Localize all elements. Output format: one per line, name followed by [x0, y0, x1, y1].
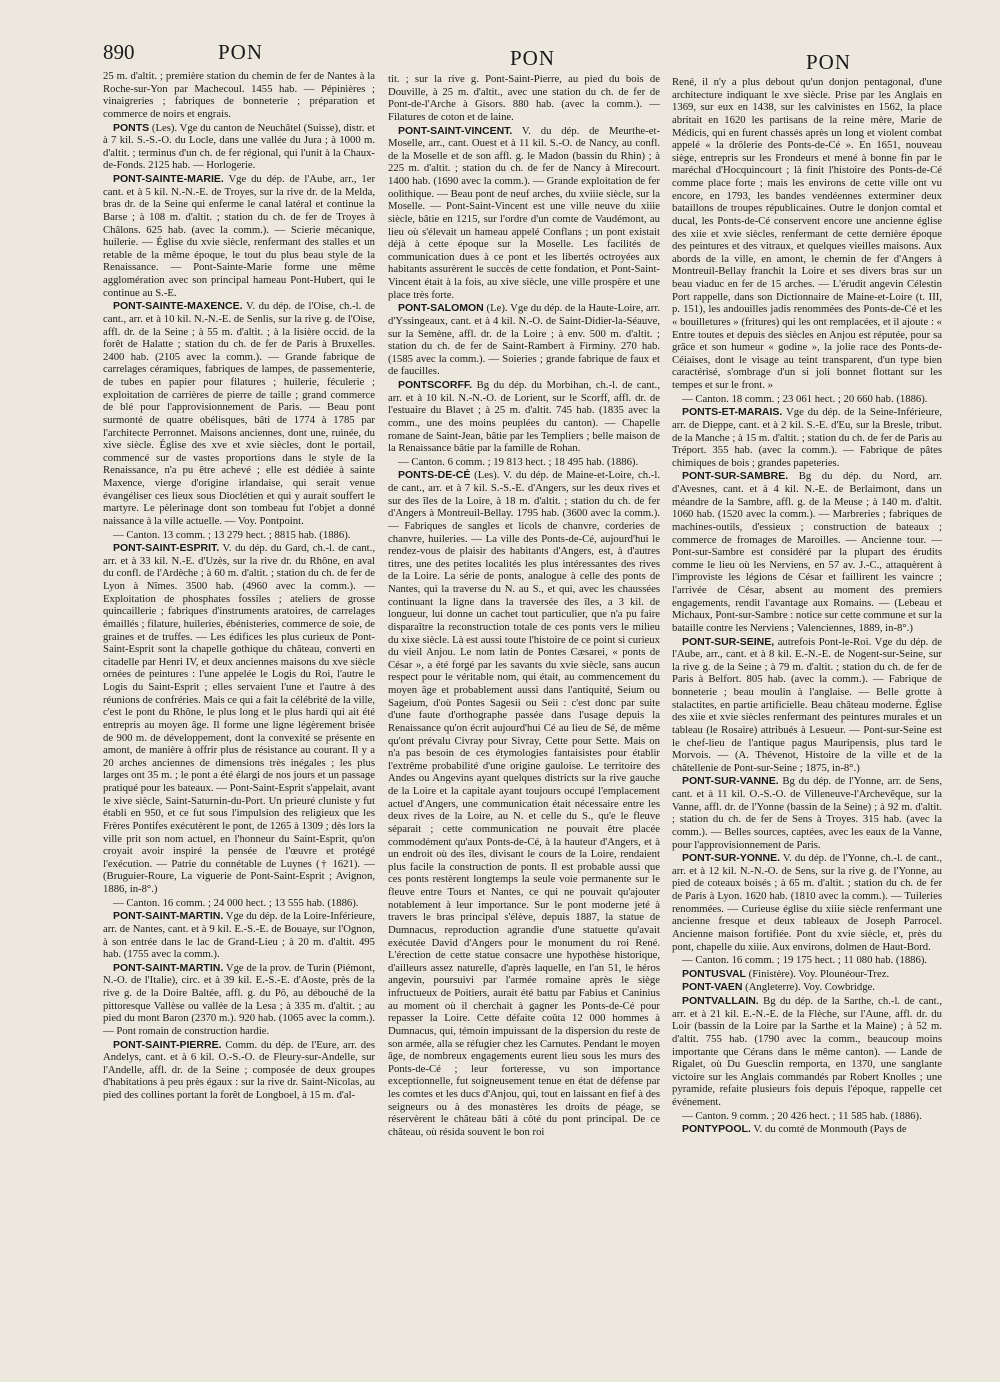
dictionary-entry: [672, 775, 942, 851]
dictionary-entry: [388, 302, 660, 378]
entry-text: Vge de la prov. de Turin (Piémont, N.-O. de l'Italie), circ. et à 39 kil. E.-S.-E. d'Aoste, près de la rive g. de la Doire Baltée, affl. g. du Pô, au débouché de la pittoresque Vallèse ou vallée de la Lesa ; à 335 m. d'altit. ; au pied du mont Baron (2370 m.). 920 hab. (1065 avec la comm.). — Pont romain de construction hardie.: [103, 961, 375, 1037]
entry-text: René, il n'y a plus debout qu'un donjon pentagonal, d'une architecture indiquant le xve siècle. Prise par les Anglais en 1369, sur eux en 1438, sur les calvinistes en 1562, la place abritait en 1620 les partisans de la reine mère, Marie de Médicis, qui en furent chassés après un long et violent combat appelé « la drôlerie des Ponts-de-Cé ». En 1651, nouveau siège, entrepris sur les Frondeurs et mené à bonne fin par le maréchal d'Hocquincourt ; là finit l'histoire des Ponts-de-Cé comme place forte ; mais les environs de cette ville ont vu encore, en 1793, les bandes vendéennes exterminer deux bataillons de troupes républicaines. Outre le donjon comtal et ducal, les Ponts-de-Cé conservent encore une ancienne église des xiie et xvie siècles, renfermant de cette dernière époque des peintures et des vitraux, et quelques vieilles maisons. Aux abords de la ville, en amont, le chemin de fer d'Angers à Montreuil-Bellay franchit la Loire et ses divers bras sur un beau viaduc en fer de 15 arches. — L'érudit angevin Célestin Port rappelle, dans son Dictionnaire de Maine-et-Loire (t. III, p. 151), les andouilles jadis renommées des Ponts-de-Cé et les « bouilletures » (fritures) qui les ont remplacées, et il ajoute : « Entre toutes et depuis des siècles en Anjou est réputée, pour sa grâce et son humeur « godine », la jolie race des Ponts-de-Céiaises, dont le visage au teint transparent, d'un type bien caractérisé, s'ombrage d'un si joli bonnet flottant sur les tempes et sur le front. »: [672, 76, 942, 391]
entry-headword: PONTVALLAIN.: [682, 995, 759, 1007]
dictionary-entry: [103, 70, 375, 121]
dictionary-entry: [388, 379, 660, 455]
dictionary-entry: [672, 995, 942, 1109]
entry-text: Vge du dép. de la Seine-Inférieure, arr. de Dieppe, cant. et à 2 kil. S.-E. d'Eu, sur la Bresle, tribut. de la Manche ; à 15 m. d'altit. ; station du ch. de fer de Paris au Tréport. 355 hab. (avec la comm.). — Fabrique de pâtes chimiques de bois ; grandes papeteries.: [672, 406, 942, 469]
running-head-right: PON: [806, 50, 852, 74]
dictionary-entry: [672, 76, 942, 392]
entry-text: (Angleterre). Voy. Cowbridge.: [742, 981, 875, 994]
dictionary-entry: [672, 406, 942, 469]
entry-text: (Le). Vge du dép. de la Haute-Loire, arr. d'Yssingeaux, cant. et à 4 kil. N.-O. de Saint-Didier-la-Séauve, sur la Semène, affl. dr. de la Loire ; à env. 500 m. d'altit. ; station du ch. de fer de Saint-Rambert à Firminy. 270 hab. (1585 avec la comm.). — Soieries ; grande fabrique de faux et de faucilles.: [388, 302, 660, 378]
entry-text: — Canton. 16 comm. ; 19 175 hect. ; 11 080 hab. (1886).: [682, 954, 928, 967]
entry-headword: PONTUSVAL: [682, 967, 746, 980]
dictionary-entry: [672, 968, 942, 981]
dictionary-entry: [103, 1039, 375, 1102]
column-2: [388, 73, 660, 1140]
entry-headword: PONT-SUR-SEINE,: [682, 635, 775, 648]
column-1: [103, 70, 375, 1103]
entry-text: — Canton. 18 comm. ; 23 061 hect. ; 20 660 hab. (1886).: [682, 392, 928, 405]
dictionary-entry: [103, 173, 375, 299]
entry-text: tit. ; sur la rive g. Pont-Saint-Pierre, au pied du bois de Douville, à 25 m. d'altit., avec une station du ch. de fer de Pont-de-l'Arche à Gisors. 880 hab. (avec la comm.). — Filatures de coton et de laine.: [388, 73, 660, 123]
dictionary-entry: [672, 470, 942, 634]
entry-text: Bg du dép. du Morbihan, ch.-l. de cant., arr. et à 10 kil. N.-N.-O. de Lorient, sur le Scorff, affl. dr. de l'estuaire du Blavet ; à 25 m. d'altit. 745 hab. (1835 avec la comm., une des moins peuplées du canton). — Chapelle romane de Saint-Jean, bâtie par les Templiers ; belle maison de la Renaissance bâtie par la famille de Rohan.: [388, 379, 660, 455]
dictionary-entry: [103, 910, 375, 961]
dictionary-entry: [103, 529, 375, 542]
entry-headword: PONT-SAINT-MARTIN.: [113, 961, 224, 974]
dictionary-entry: [103, 300, 375, 527]
running-head-center: PON: [510, 46, 556, 70]
entry-text: Vge du dép. de la Loire-Inférieure, arr. de Nantes, cant. et à 9 kil. E.-S.-E. de Bouaye, sur l'Ognon, à son entrée dans le lac de Grand-Lieu ; à 20 m. d'altit. 495 hab. (1755 avec la comm.).: [103, 910, 375, 961]
dictionary-entry: [388, 456, 660, 469]
entry-headword: PONT-SALOMON: [398, 302, 484, 315]
dictionary-entry: [103, 122, 375, 173]
entry-headword: PONTS-ET-MARAIS.: [682, 406, 783, 419]
entry-headword: PONTYPOOL.: [682, 1123, 751, 1136]
entry-headword: PONTS: [113, 121, 150, 134]
column-3: [672, 76, 942, 1137]
entry-text: V. du dép. de l'Oise, ch.-l. de cant., arr. et à 10 kil. N.-N.-E. de Senlis, sur la rive g. de l'Oise, affl. dr. de la Seine ; à 55 m. d'altit. ; à la lisière occid. de la forêt de Halatte ; station du ch. de fer de Paris à Bruxelles. 2400 hab. (2105 avec la comm.). — Grande fabrique de carrelages céramiques, fabriques de lampes, de passementerie, de tubes en papier pour filatures ; huilerie, féculerie ; exploitation de carrières de pierre de taille ; grand commerce de blé pour l'approvisionnement de Paris. — Beau pont surmonté de quatre obélisques, bâti de 1774 à 1785 par l'architecte Perronnet. Maisons anciennes, dont une, ruinée, du xive siècle. Église des xve et xvie siècles, dont le portail, commencé sur de vastes proportions dans le style de la Renaissance, n'a pu être achevé ; elle est dédiée à sainte Maxence, vierge d'origine irlandaise, qui serait venue évangéliser ces lieux sous Dioclétien et qui y aurait souffert le martyre. Le pèlerinage dont son tombeau fut l'objet a donné naissance à la ville actuelle. — Voy. Pontpoint.: [103, 300, 375, 527]
entry-headword: PONT-SAINT-MARTIN.: [113, 910, 224, 923]
entry-text: Vge du dép. de l'Aube, arr., 1er cant. et à 5 kil. N.-N.-E. de Troyes, sur la rive dr. de la Melda, bras dr. de la Seine qui enferme le canal latéral et continue la Barse ; à 108 m. d'altit. ; station du ch. de fer de Troyes à Châlons. 625 hab. (avec la comm.). — Scierie mécanique, huilerie. — Église du xvie siècle, renfermant des stalles et un retable de la même époque, le tout du plus beau style de la Renaissance. — Pont-Sainte-Marie forme une même agglomération avec son principal hameau Pont-Hubert, qui le continue au S.-E.: [103, 173, 375, 299]
entry-text: (Les). Vge du canton de Neuchâtel (Suisse), distr. et à 7 kil. S.-S.-O. du Locle, dans une vallée du Jura ; à 1000 m. d'altit. ; terminus d'un ch. de fer régional, qui l'unit à la Chaux-de-Fonds. 2125 hab. — Horlogerie.: [103, 121, 375, 172]
dictionary-entry: [672, 981, 942, 994]
entry-text: Comm. du dép. de l'Eure, arr. des Andelys, cant. et à 6 kil. O.-S.-O. de Fleury-sur-Andelle, sur l'Andelle, affl. dr. de la Seine ; composée de deux groupes d'habitations à peu près égaux : sur la rive dr. Saint-Nicolas, au pied des collines portant la forêt de Longboel, à 15 m. d'al-: [103, 1038, 375, 1101]
entry-headword: PONT-SUR-SAMBRE.: [682, 470, 789, 483]
dictionary-entry: [672, 954, 942, 967]
entry-text: Bg du dép. de l'Yonne, arr. de Sens, cant. et à 11 kil. O.-S.-O. de Villeneuve-l'Archevêque, sur la Vanne, affl. dr. de l'Yonne (bassin de la Seine) ; à 92 m. d'altit. ; station du ch. de fer de Sens à Troyes. 315 hab. (avec la comm.). — Belles sources, captées, avec les eaux de la Vanne, pour l'approvisionnement de Paris.: [672, 775, 942, 851]
entry-text: — Canton. 6 comm. ; 19 813 hect. ; 18 495 hab. (1886).: [398, 455, 639, 468]
entry-text: — Canton. 13 comm. ; 13 279 hect. ; 8815 hab. (1886).: [113, 528, 351, 541]
entry-headword: PONT-SAINT-VINCENT.: [398, 124, 513, 137]
entry-text: — Canton. 9 comm. ; 20 426 hect. ; 11 585 hab. (1886).: [682, 1109, 922, 1122]
entry-text: V. du dép. de l'Yonne, ch.-l. de cant., arr. et à 12 kil. N.-N.-O. de Sens, sur la rive g. de l'Yonne, au pied de coteaux boisés ; à 65 m. d'altit. ; station du ch. de fer de Paris à Lyon. 1620 hab. (1810 avec la comm.). — Tuileries renommées. — Curieuse église du xiiie siècle renfermant une ancienne fresque et deux tableaux de Joseph Parrocel. Ancienne maison fortifiée. Pont du xvie siècle, et, près du pont, chapelle du xiiie. Aux environs, dolmen de Haut-Bord.: [672, 852, 942, 953]
entry-headword: PONT-SAINTE-MARIE.: [113, 173, 224, 185]
entry-text: (Les). V. du dép. de Maine-et-Loire, ch.-l. de cant., arr. et à 7 kil. S.-S.-E. d'Angers, sur les deux rives et sur des îles de la Loire, à 18 m. d'altit. ; station du ch. de fer d'Angers à Montreuil-Bellay. 1795 hab. (3600 avec la comm.). — Fabriques de sangles et licols de chanvre, corderies de chanvre, huileries. — La ville des Ponts-de-Cé, aujourd'hui le rendez-vous de plaisir des habitants d'Angers, est, à d'autres titres, une des petites localités les plus intéressantes des rives de la Loire. La série de ponts, analogue à celle des ponts de Nantes, qui la traverse du N. au S., et qui, avec les chaussées continuant la ligne dans la traversée des îles, a 3 kil. de longueur, lui donne un cachet tout particulier, que n'a pu faire disparaître la reconstruction totale de ces ponts vers le milieu du xixe siècle. Là est aussi toute l'histoire de ce point si curieux du vieil Anjou. Le nom latin de Pontes Cæsarei, « ponts de César », a été forgé par les savants du xvie siècle, sans aucun respect pour le véritable nom, qui était, au commencement du moyen âge et probablement aussi dans l'antiquité, Seium ou Sageium, d'où Pontes Sagesii ou Seii : c'est donc par suite d'une faute d'orthographe passée dans l'usage depuis la Renaissance qu'on écrit aujourd'hui Cé au lieu de Sé, de même qu'ont prévalu Civray pour Sivray, Cette pour Sette. Mais on n'a pas besoin de ces étymologies fantaisistes pour établir l'extrême probabilité d'une origine gauloise. Le territoire des Andes ou Angevins ayant quelques districts sur la rive gauche de la Loire et la capitale ayant toujours occupé l'emplacement actuel d'Angers, une communication était nécessaire entre les deux rives de la Loire, au N. et celle du S., qu'e le fleuve séparait ; cette communication ne pouvait être placée commodément qu'aux Ponts-de-Cé, à la hauteur d'Angers, et à un endroit où des îles, divisant le cours de la Loire, rendaient plus facile la construction de ponts. Il est probable aussi que ces ponts restèrent longtemps la seule voie permanente sur le fleuve entre Tours et Nantes, ce qui ne pouvait qu'ajouter notablement à leur importance. Sur le pont moderne jeté à travers le bras principal s'élève, depuis 1887, la statue de Dumnacus, reproduction agrandie d'une statuette qu'avait exécutée David d'Angers pour le monument du roi René. L'érection de cette statue consacre une hypothèse historique, d'ailleurs assez naturelle, d'après laquelle, en l'an 51, le héros angevin, poursuivi par l'armée romaine après le siège infructueux de Poitiers, aurait été battu par Fabius et Caninius au moment où il cherchait à gagner les Ponts-de-Cé pour repasser la Loire. Cette défaite coûta 12 000 hommes à Dumnacus, qui, témoin impuissant de la dispersion du reste de son armée, alla se réfugier chez les Carnutes. Pendant le moyen âge, de nombreux engagements eurent lieu sous les murs des Ponts-de-Cé ; leur forteresse, vu son importance exceptionnelle, fut soigneusement tenue en état de défense par les comtes et les ducs d'Anjou, qui, tout en laissant en fief à des seigneurs ou à des monastères les droits de péage, se réservèrent le château bâti à côté du pont principal. De ce château, où résida souvent le bon roi: [388, 469, 660, 1138]
dictionary-entry: [103, 542, 375, 896]
dictionary-entry: [103, 897, 375, 910]
entry-headword: PONT-SUR-YONNE.: [682, 852, 781, 865]
dictionary-entry: [388, 125, 660, 302]
entry-text: V. du comté de Monmouth (Pays de: [750, 1123, 907, 1136]
dictionary-entry: [672, 1123, 942, 1136]
entry-headword: PONT-SAINTE-MAXENCE.: [113, 300, 243, 313]
entry-text: Bg du dép. de la Sarthe, ch.-l. de cant., arr. et à 21 kil. E.-N.-E. de la Flèche, sur l'Aune, affl. dr. du Loir (bassin de la Loire par la Sarthe et la Maine) ; à 52 m. d'altit. 755 hab. (1790 avec la comm., beaucoup moins importante que Cérans dans le même canton). — Lande de Rigalet, où Du Guesclin remporta, en 1370, une sanglante victoire sur les Anglais commandés par Robert Knolles ; une pyramide, refaite plusieurs fois depuis l'époque, rappelle cet événement.: [672, 995, 942, 1108]
entry-text: (Finistère). Voy. Plounéour-Trez.: [745, 967, 890, 980]
running-head-left: PON: [218, 40, 264, 64]
entry-headword: PONTS-DE-CÉ: [398, 469, 471, 482]
entry-headword: PONT-VAEN: [682, 981, 743, 994]
entry-text: V. du dép. du Gard, ch.-l. de cant., arr. et à 33 kil. N.-E. d'Uzès, sur la rive dr. du Rhône, en aval du confl. de l'Ardèche ; à 60 m. d'altit. ; station du ch. de fer de Lyon à Nîmes. 3500 hab. (4960 avec la comm.). — Exploitation de phosphates fossiles ; ateliers de grosse quincaillerie ; fabriques d'instruments aratoires, de carrelages émaillés ; filature, huileries, ébénisteries, commerce de soie, de graines et de truffes. — Les édifices les plus curieux de Pont-Saint-Esprit sont la chapelle gothique du château, converti en citadelle par Henri IV, et deux anciennes maisons du xve siècle ornées de peintures : l'une appelée le Logis du Roi, l'autre le Logis du Saint-Esprit ; elles servaient l'une et l'autre à des réunions de confréries. Mais ce qui a fait la célébrité de la ville, c'est le pont du Rhône, le plus long et le plus hardi qui ait été entrepris au moyen âge. Il forme une ligne légèrement brisée de 900 m. de développement, dont la convexité se présente en amont, de manière à offrir plus de résistance au courant. Il y a 20 arches anciennes de dimensions très inégales ; les plus larges ont 35 m. ; le pont a été élargi de nos jours et un passage pratiqué pour les bateaux. — Pont-Saint-Esprit s'appelait, avant le xive siècle, Saint-Saturnin-du-Port. Un prieuré cluniste y fut établi en 950, et ce fut sous l'impulsion des religieux que les Frères Pontifes exécutèrent le pont, de 1265 à 1309 ; dès lors la ville prit son nom actuel, en l'honneur du Saint-Esprit, qu'on croyait avoir inspiré la pensée de l'œuvre et protégé l'exécution. — Patrie du connétable de Luynes († 1621). — (Bruguier-Roure, La viguerie de Pont-Saint-Esprit ; Avignon, 1886, in-8°.): [103, 542, 375, 895]
dictionary-entry: [672, 636, 942, 775]
dictionary-entry: [103, 962, 375, 1038]
entry-text: V. du dép. de Meurthe-et-Moselle, arr., cant. Ouest et à 11 kil. S.-O. de Nancy, au confl. de la Moselle et de son affl. g. le Madon (bassin du Rhin) ; à 225 m. d'altit. ; station du ch. de fer de Nancy à Mirecourt. 1400 hab. (1690 avec la comm.). — Grande exploitation de fer oolithique. — Beau pont de neuf arches, du xviiie siècle, sur la Moselle. — Pont-Saint-Vincent est une ville neuve du xiiie siècle, bâtie en 1215, sur l'ordre d'un comte de Vaudémont, au lieu où s'élevait un hameau appelé Conflans ; un pont existait déjà à cette époque sur la Moselle. Les facilités de communication dues à ce pont et les libertés octroyées aux habitants assurèrent le succès de cette fondation, et Pont-Saint-Vincent était à la fois, au xive siècle, une ville prospère et une place très forte.: [388, 124, 660, 301]
entry-headword: PONT-SAINT-PIERRE.: [113, 1038, 222, 1051]
dictionary-entry: [388, 73, 660, 124]
entry-text: Bg du dép. du Nord, arr. d'Avesnes, cant. et à 4 kil. N.-E. de Berlaimont, dans un méandre de la Sambre, affl. g. de la Meuse ; à 140 m. d'altit. 1060 hab. (1520 avec la comm.). — Marbreries ; fabriques de machines-outils, d'essieux ; construction de bateaux ; commerce de fromages de Maroilles. — Ancienne tour. — Pont-sur-Sambre est considéré par la plupart des érudits comme le lieu où les Nerviens, en 57 av. J.-C., attaquèrent à l'improviste les légions de César et faillirent les vaincre ; l'arrivée de César, absent au moment des premiers engagements, rendit l'avantage aux Romains. — (Lebeau et Michaux, Pont-sur-Sambre : notice sur cette commune et sur la bataille contre les Nerviens ; Valenciennes, 1889, in-8°.): [672, 470, 942, 634]
entry-text: 25 m. d'altit. ; première station du chemin de fer de Nantes à la Roche-sur-Yon par Machecoul. 1455 hab. — Pépinières ; vinaigreries ; fabriques de bonneterie ; préparation et commerce de noirs et engrais.: [103, 70, 375, 120]
dictionary-entry: [672, 1110, 942, 1123]
entry-headword: PONTSCORFF.: [398, 379, 473, 391]
entry-text: autrefois Pont-le-Roi. Vge du dép. de l'Aube, arr., cant. et à 8 kil. E.-N.-E. de Nogent-sur-Seine, sur la rive g. de la Seine ; à 79 m. d'altit. ; station du ch. de fer de Paris à Belfort. 805 hab. (avec la comm.). — Fabrique de bonneterie ; beau moulin à l'anglaise. — Belle grotte à stalactites, en partie artificielle. Beau château moderne. Église des xiie et xvie siècles renfermant des peintures murales et un tableau (le Rosaire) attribués à Lesueur. — Pont-sur-Seine est le chef-lieu de l'antique pagus Mauripensis, plus tard le Morvois. — (A. Thévenot, Histoire de la ville et de la châtellenie de Pont-sur-Seine ; 1875, in-8°.): [672, 635, 942, 774]
page-number: 890: [103, 40, 135, 64]
dictionary-entry: [388, 469, 660, 1138]
entry-headword: PONT-SAINT-ESPRIT.: [113, 542, 220, 555]
dictionary-entry: [672, 393, 942, 406]
dictionary-entry: [672, 852, 942, 953]
entry-headword: PONT-SUR-VANNE.: [682, 775, 779, 788]
entry-text: — Canton. 16 comm. ; 24 000 hect. ; 13 555 hab. (1886).: [113, 896, 359, 909]
